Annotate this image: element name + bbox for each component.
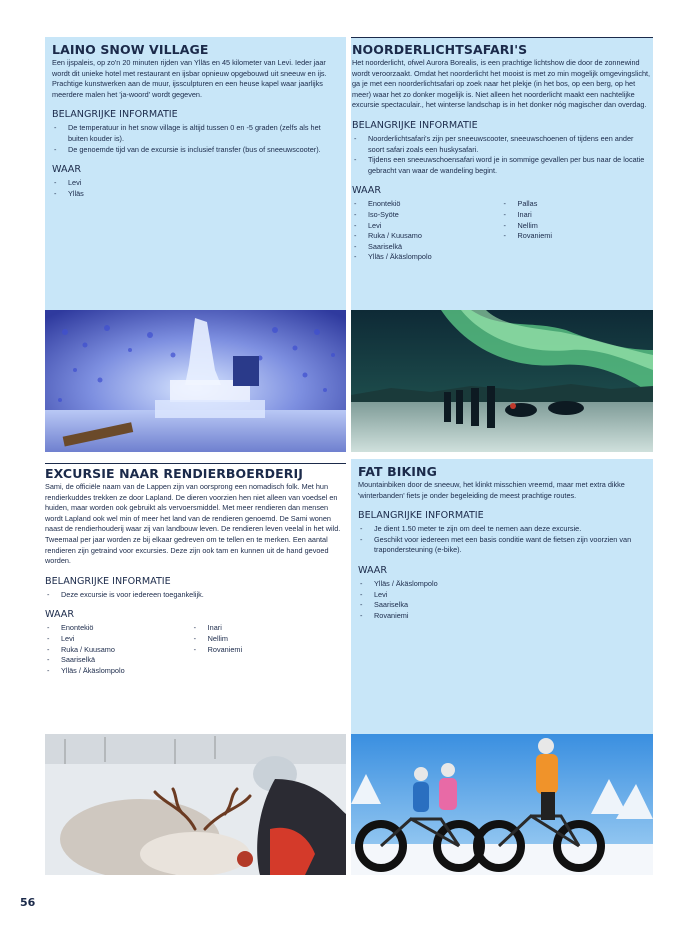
- list-item: - Tijdens een sneeuwschoensafari word je in sommige gevallen per bus naar de locatie gebracht van waar de wandeling begint.: [352, 155, 651, 176]
- list-item: - Ylläs: [52, 189, 339, 200]
- ice-hotel-photo: [45, 310, 346, 452]
- snow-village-title: LAINO SNOW VILLAGE: [52, 42, 209, 57]
- northern-lights-where-col1: [352, 199, 502, 263]
- fat-biking-photo: [351, 734, 653, 875]
- list-item: - Rovaniemi: [358, 611, 646, 622]
- snow-village-where-heading: WAAR: [52, 164, 82, 176]
- fat-biking-title: FAT BIKING: [358, 464, 437, 479]
- list-item: - Saariselkä: [352, 242, 502, 253]
- northern-lights-where-heading: WAAR: [352, 185, 382, 197]
- snow-village-panel: [45, 37, 346, 310]
- fat-biking-where-heading: WAAR: [358, 564, 388, 576]
- reindeer-title: EXCURSIE NAAR RENDIERBOERDERIJ: [45, 466, 303, 481]
- list-item: - Inari: [192, 623, 346, 634]
- snow-village-intro: Een ijspaleis, op zo'n 20 minuten rijden van Ylläs en 45 kilometer van Levi. Ieder jaar wordt dit unieke hotel met restaurant en ijsbar opnieuw opgebouwd uit sneeuw en ijs. Prachtige kunstwerken aan de muur, ijssculpturen en een heuse kapel waar jaarlijks meerdere malen het 'ja-woord' wordt gegeven.: [52, 58, 327, 99]
- aurora-illustration: [351, 310, 653, 452]
- list-item: - Ylläs / Äkäslompolo: [352, 252, 502, 263]
- list-item: - Levi: [45, 634, 192, 645]
- reindeer-where-col2: [192, 623, 346, 676]
- list-item: - Noorderlichtsafari's zijn per sneeuwscooter, sneeuwschoenen of tijdens een ander soort safari zoals een huskysafari.: [352, 134, 651, 155]
- northern-lights-panel: [351, 37, 653, 310]
- fat-biking-panel: [351, 459, 653, 734]
- reindeer-intro: Sami, de officiële naam van de Lappen zijn van oorsprong een nomadisch folk. Met hun rendierkuddes trekken ze door Lapland. De dieren voorzien hen niet alleen van voedsel en huiden, maar worden ook gebruikt als vervoersmiddel. Met meer rendieren dan mensen wordt Lapland ook wel min of meer het land van de rendieren genoemd. De Sami wonen naast de rendierhouderij waar zij van landbouw leven. De rendieren leven veelal in het wild. Tweemaal per jaar worden ze bij elkaar gedreven om te tellen en te merken. Een aantal rendieren zijn getraind voor excursies. Deze zijn ook tam en kunnen uit de hand gevoed worden.: [45, 482, 341, 566]
- list-item: - Geschikt voor iedereen met een basis conditie want de fietsen zijn voorzien van trapondersteuning (e-bike).: [358, 535, 646, 556]
- list-item: - Ruka / Kuusamo: [352, 231, 502, 242]
- list-item: - Nellim: [502, 221, 652, 232]
- list-item: - Ylläs / Äkäslompolo: [358, 579, 646, 590]
- northern-lights-title: NOORDERLICHTSAFARI'S: [352, 42, 528, 57]
- northern-lights-intro: Het noorderlicht, ofwel Aurora Borealis, is een prachtige lichtshow die door de zonnewind wordt veroorzaakt. Omdat het noorderlicht het mooist is met zo min mogelijk omgevingslicht, ga je met een noorderlichtsafari op zoek naar het plekje (in het bos, op een berg, op het meer) waar het zo donker mogelijk is. Niet alleen het noorderlicht maakt een nachtelijke excursie spectaculair., het winterse landschap is in het donker nóg magischer dan overdag.: [352, 58, 651, 110]
- list-item: - Rovaniemi: [192, 645, 346, 656]
- northern-lights-info-list: [352, 134, 651, 176]
- ice-hotel-illustration: [45, 310, 346, 452]
- page-number: 56: [20, 896, 36, 909]
- reindeer-photo: [45, 734, 346, 875]
- list-item: - Levi: [358, 590, 646, 601]
- fat-biking-illustration: [351, 734, 653, 875]
- fat-biking-info-list: [358, 524, 646, 556]
- reindeer-panel: [45, 463, 346, 733]
- list-item: - Levi: [52, 178, 339, 189]
- snow-village-info-list: [52, 123, 339, 155]
- list-item: - Iso-Syöte: [352, 210, 502, 221]
- list-item: - Inari: [502, 210, 652, 221]
- list-item: - De temperatuur in het snow village is altijd tussen 0 en -5 graden (zelfs als het buiten kouder is).: [52, 123, 339, 144]
- reindeer-where-columns: [45, 623, 346, 676]
- list-item: - Saariselka: [358, 600, 646, 611]
- fat-biking-where-list: [358, 579, 646, 621]
- list-item: - Je dient 1.50 meter te zijn om deel te nemen aan deze excursie.: [358, 524, 646, 535]
- northern-lights-where-col2: [502, 199, 652, 263]
- aurora-photo: [351, 310, 653, 452]
- snow-village-info-heading: BELANGRIJKE INFORMATIE: [52, 109, 178, 121]
- reindeer-where-heading: WAAR: [45, 609, 75, 621]
- northern-lights-where-columns: [352, 199, 651, 263]
- list-item: - Enontekiö: [45, 623, 192, 634]
- list-item: - Ruka / Kuusamo: [45, 645, 192, 656]
- list-item: - Levi: [352, 221, 502, 232]
- list-item: - Nellim: [192, 634, 346, 645]
- fat-biking-info-heading: BELANGRIJKE INFORMATIE: [358, 510, 484, 522]
- reindeer-info-heading: BELANGRIJKE INFORMATIE: [45, 575, 171, 587]
- reindeer-illustration: [45, 734, 346, 875]
- list-item: - Saariselkä: [45, 655, 192, 666]
- list-item: - De genoemde tijd van de excursie is inclusief transfer (bus of sneeuwscooter).: [52, 145, 339, 156]
- snow-village-where-list: [52, 178, 339, 199]
- fat-biking-intro: Mountainbiken door de sneeuw, het klinkt misschien vreemd, maar met extra dikke 'winterbanden' fiets je onder begeleiding de meest prachtige routes.: [358, 480, 625, 500]
- northern-lights-info-heading: BELANGRIJKE INFORMATIE: [352, 119, 478, 131]
- list-item: - Rovaniemi: [502, 231, 652, 242]
- list-item: - Ylläs / Äkäslompolo: [45, 666, 192, 677]
- reindeer-where-col1: [45, 623, 192, 676]
- list-item: - Enontekiö: [352, 199, 502, 210]
- list-item: - Deze excursie is voor iedereen toegankelijk.: [45, 590, 346, 601]
- list-item: - Pallas: [502, 199, 652, 210]
- reindeer-info-list: [45, 590, 346, 601]
